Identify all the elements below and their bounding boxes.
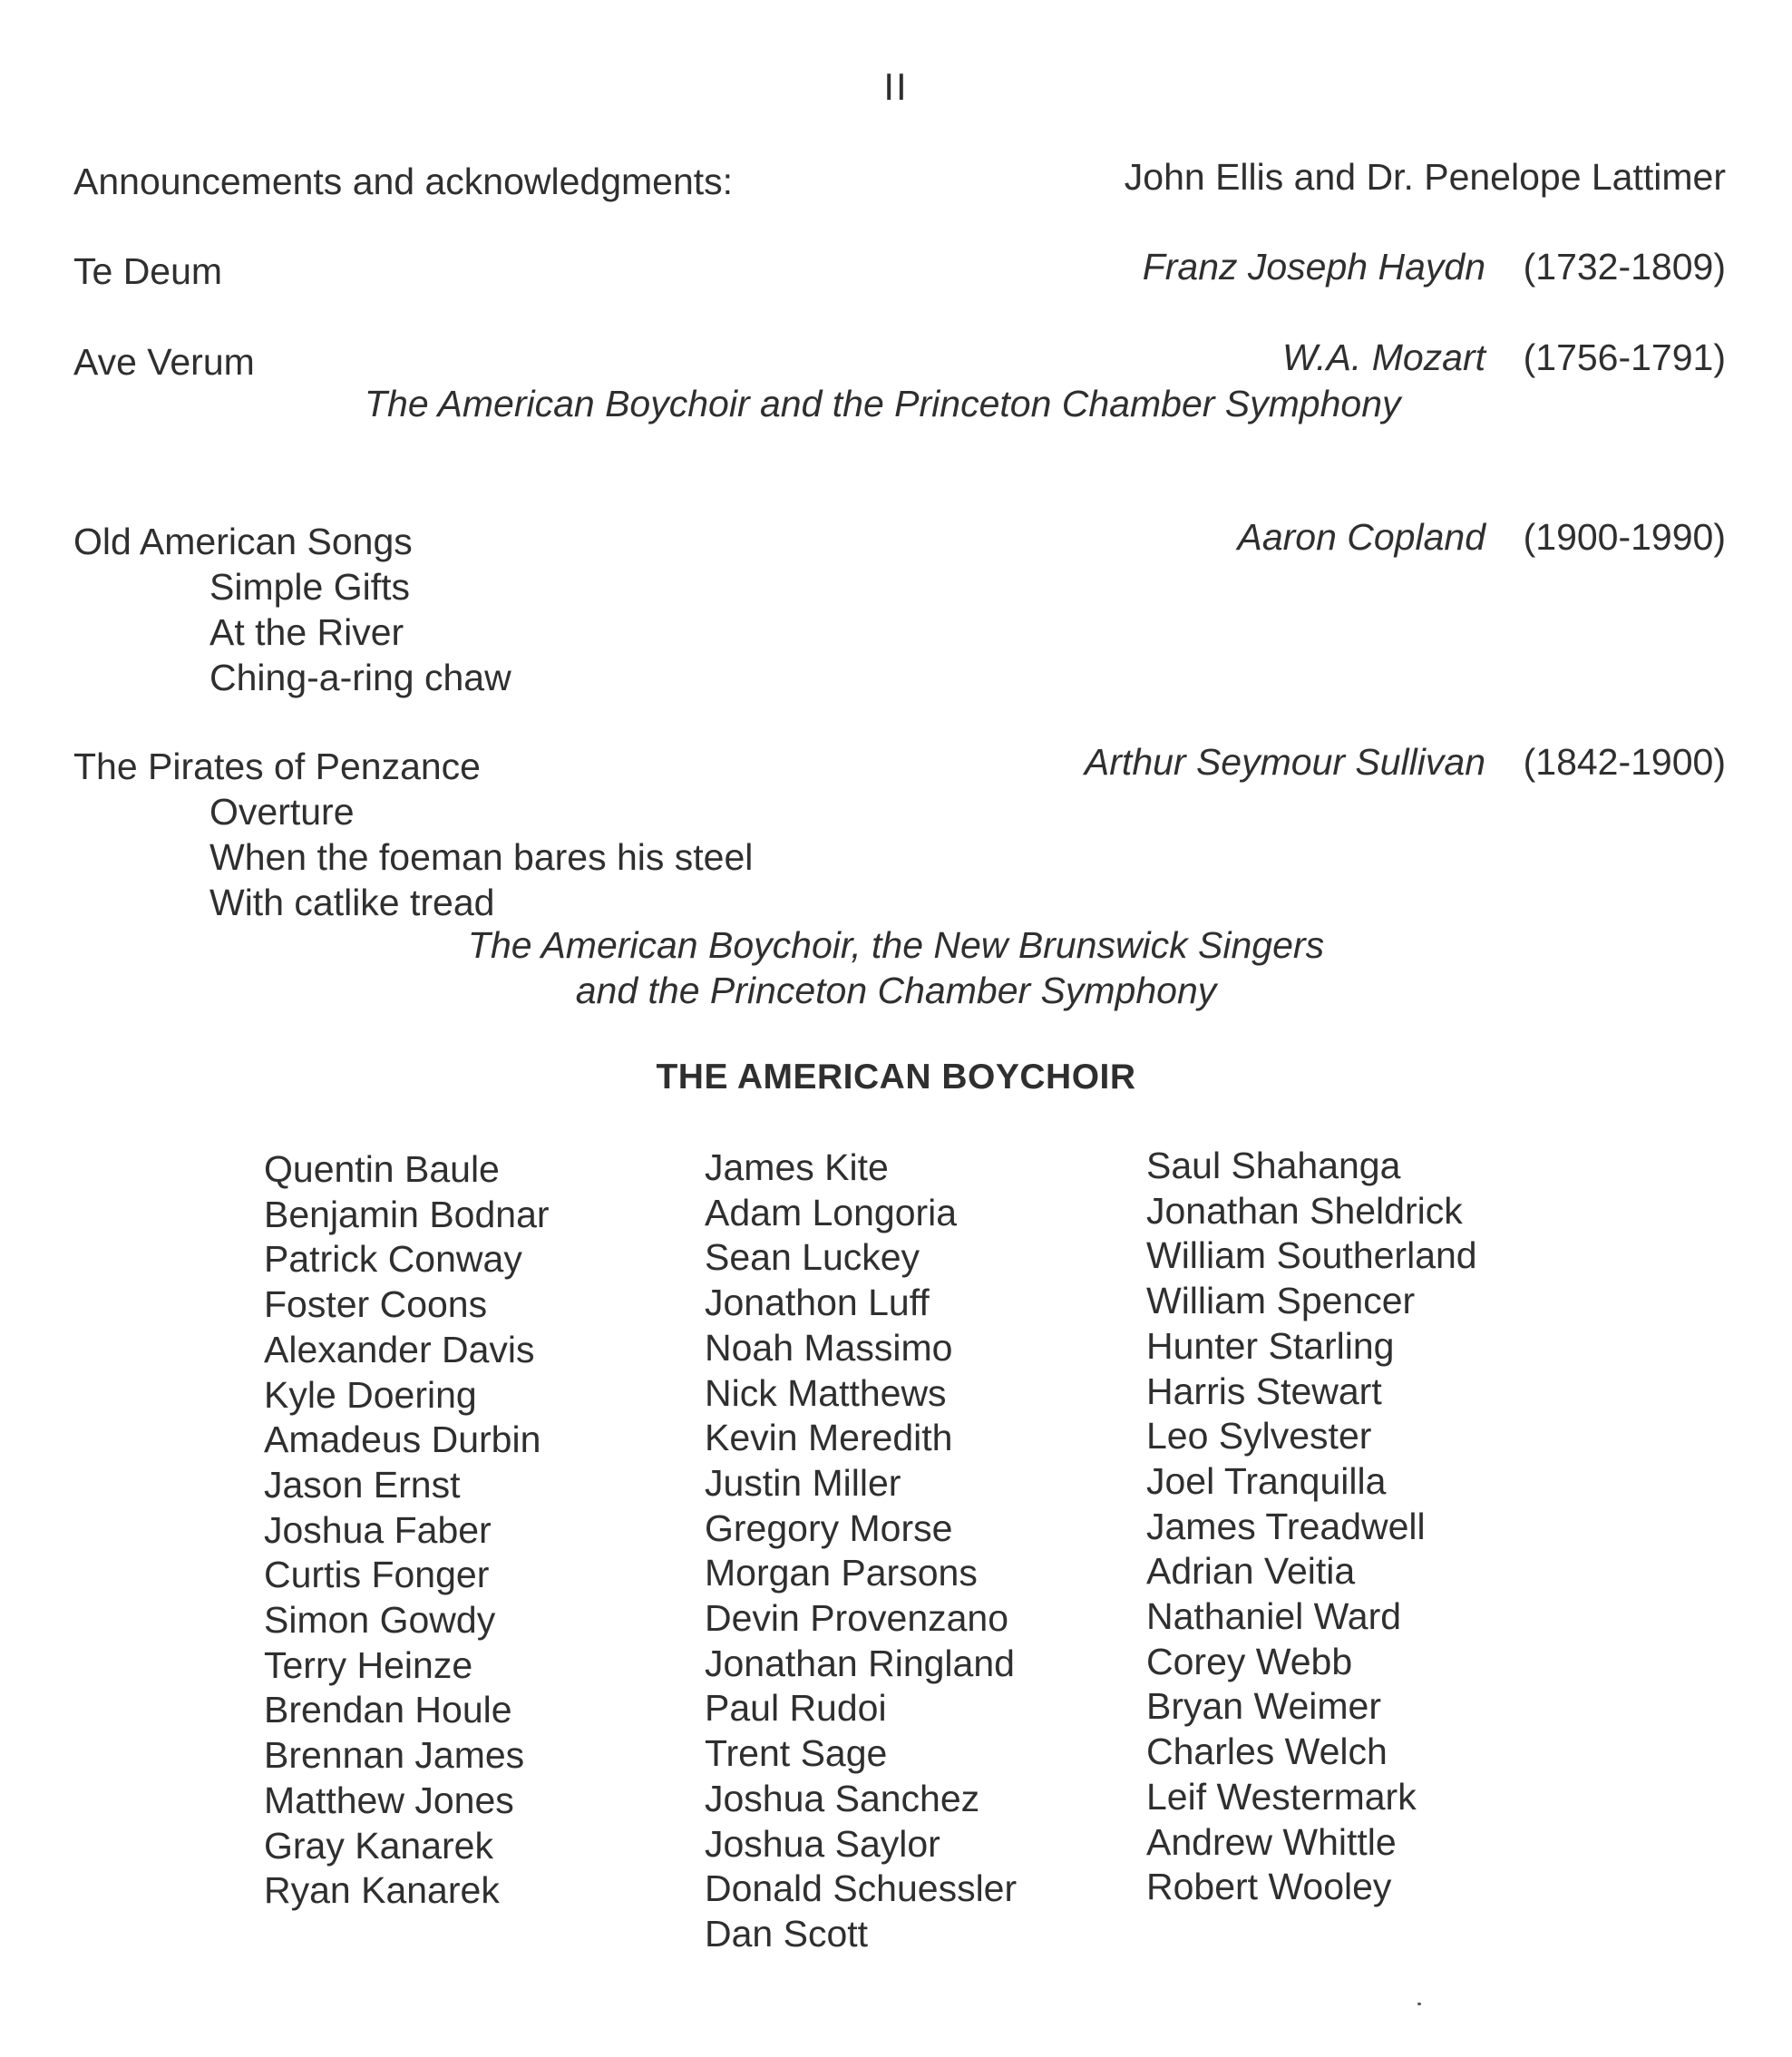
choir-member-name: William Spencer — [1146, 1280, 1416, 1322]
choir-member-name: Joshua Saylor — [705, 1822, 940, 1865]
choir-member-name: Robert Wooley — [1146, 1866, 1392, 1908]
choir-member-name: Ryan Kanarek — [264, 1869, 500, 1912]
choir-member-name: Saul Shahanga — [1146, 1145, 1401, 1186]
choir-member-name: Quentin Baule — [264, 1148, 500, 1190]
choir-member-name: Paul Rudoi — [705, 1687, 887, 1730]
choir-member-name: Morgan Parsons — [705, 1552, 978, 1594]
announcements-people: John Ellis and Dr. Penelope Lattimer — [1124, 156, 1726, 198]
movement-when-the-foeman: When the foeman bares his steel — [209, 836, 754, 878]
choir-member-name: Benjamin Bodnar — [264, 1193, 550, 1235]
movement-simple-gifts: Simple Gifts — [209, 566, 410, 608]
choir-member-name: Jason Ernst — [264, 1463, 461, 1506]
choir-member-name: Adam Longoria — [705, 1191, 958, 1233]
old-american-songs-dates: (1900-1990) — [1523, 516, 1726, 558]
ave-verum-title: Ave Verum — [73, 341, 255, 383]
choir-member-name: Nathaniel Ward — [1146, 1595, 1402, 1638]
choir-member-name: Brennan James — [264, 1734, 525, 1777]
choir-member-name: Noah Massimo — [705, 1326, 953, 1369]
te-deum-dates: (1732-1809) — [1523, 246, 1726, 288]
choir-member-name: Adrian Veitia — [1146, 1550, 1356, 1593]
pirates-performers-line1: The American Boychoir, the New Brunswick Singers — [467, 924, 1325, 966]
choir-member-name: Dan Scott — [705, 1912, 869, 1955]
old-american-songs-title: Old American Songs — [73, 521, 413, 562]
choir-member-name: Simon Gowdy — [264, 1599, 496, 1642]
choir-member-name: Justin Miller — [705, 1461, 901, 1504]
movement-with-catlike-tread: With catlike tread — [209, 882, 495, 923]
choir-member-name: Joshua Sanchez — [705, 1777, 980, 1819]
choir-member-name: Alexander Davis — [264, 1328, 535, 1370]
roster-column-2 — [705, 1145, 1017, 1957]
choir-member-name: Foster Coons — [264, 1283, 488, 1326]
choir-member-name: Amadeus Durbin — [264, 1418, 541, 1461]
announcements-title: Announcements and acknowledgments: — [73, 161, 734, 202]
roster-column-1 — [264, 1147, 550, 1914]
choir-member-name: Gray Kanarek — [264, 1824, 493, 1867]
choir-member-name: James Treadwell — [1146, 1505, 1426, 1547]
choir-member-name: Kevin Meredith — [705, 1417, 953, 1459]
pirates-dates: (1842-1900) — [1523, 741, 1726, 783]
ave-verum-dates: (1756-1791) — [1523, 336, 1726, 378]
choir-member-name: Jonathon Luff — [705, 1282, 930, 1324]
choir-member-name: Corey Webb — [1146, 1640, 1353, 1682]
choir-member-name: James Kite — [705, 1146, 889, 1188]
roster-heading: THE AMERICAN BOYCHOIR — [656, 1058, 1136, 1097]
movement-at-the-river: At the River — [209, 611, 404, 653]
choir-member-name: Donald Schuessler — [705, 1867, 1018, 1910]
choir-member-name: Andrew Whittle — [1146, 1820, 1397, 1863]
choir-member-name: Brendan Houle — [264, 1689, 512, 1731]
choir-member-name: Patrick Conway — [264, 1238, 522, 1281]
choir-member-name: Leif Westermark — [1146, 1775, 1417, 1818]
pirates-composer: Arthur Seymour Sullivan — [1084, 741, 1485, 783]
choir-member-name: Bryan Weimer — [1146, 1685, 1381, 1728]
choir-member-name: Curtis Fonger — [264, 1554, 490, 1596]
ave-verum-composer: W.A. Mozart — [1282, 336, 1485, 378]
pirates-title: The Pirates of Penzance — [73, 746, 481, 787]
te-deum-title: Te Deum — [73, 250, 223, 292]
choir-member-name: Hunter Starling — [1146, 1324, 1395, 1367]
choir-member-name: Nick Matthews — [705, 1371, 947, 1414]
choir-member-name: William Southerland — [1146, 1234, 1477, 1277]
choir-member-name: Sean Luckey — [705, 1236, 920, 1279]
section-number: II — [883, 65, 909, 108]
choir-member-name: Matthew Jones — [264, 1779, 514, 1821]
choir-member-name: Kyle Doering — [264, 1373, 477, 1416]
choir-member-name: Jonathan Ringland — [705, 1642, 1015, 1684]
choir-member-name: Harris Stewart — [1146, 1370, 1382, 1412]
choir-member-name: Devin Provenzano — [705, 1597, 1009, 1640]
scan-speck — [1417, 2003, 1421, 2005]
roster-column-3 — [1146, 1144, 1477, 1910]
movement-overture: Overture — [209, 791, 355, 833]
te-deum-composer: Franz Joseph Haydn — [1142, 246, 1485, 288]
choir-member-name: Leo Sylvester — [1146, 1415, 1372, 1457]
choir-member-name: Charles Welch — [1146, 1730, 1388, 1773]
old-american-songs-composer: Aaron Copland — [1237, 516, 1485, 558]
choir-member-name: Trent Sage — [705, 1732, 888, 1775]
movement-ching-a-ring-chaw: Ching-a-ring chaw — [209, 657, 511, 698]
choir-member-name: Joshua Faber — [264, 1508, 492, 1551]
pirates-performers-line2: and the Princeton Chamber Symphony — [575, 970, 1217, 1011]
choir-member-name: Gregory Morse — [705, 1506, 953, 1549]
choir-member-name: Joel Tranquilla — [1146, 1459, 1387, 1502]
choir-member-name: Jonathan Sheldrick — [1146, 1189, 1463, 1232]
ave-verum-performers: The American Boychoir and the Princeton Chamber Symphony — [365, 383, 1401, 424]
choir-member-name: Terry Heinze — [264, 1643, 473, 1686]
